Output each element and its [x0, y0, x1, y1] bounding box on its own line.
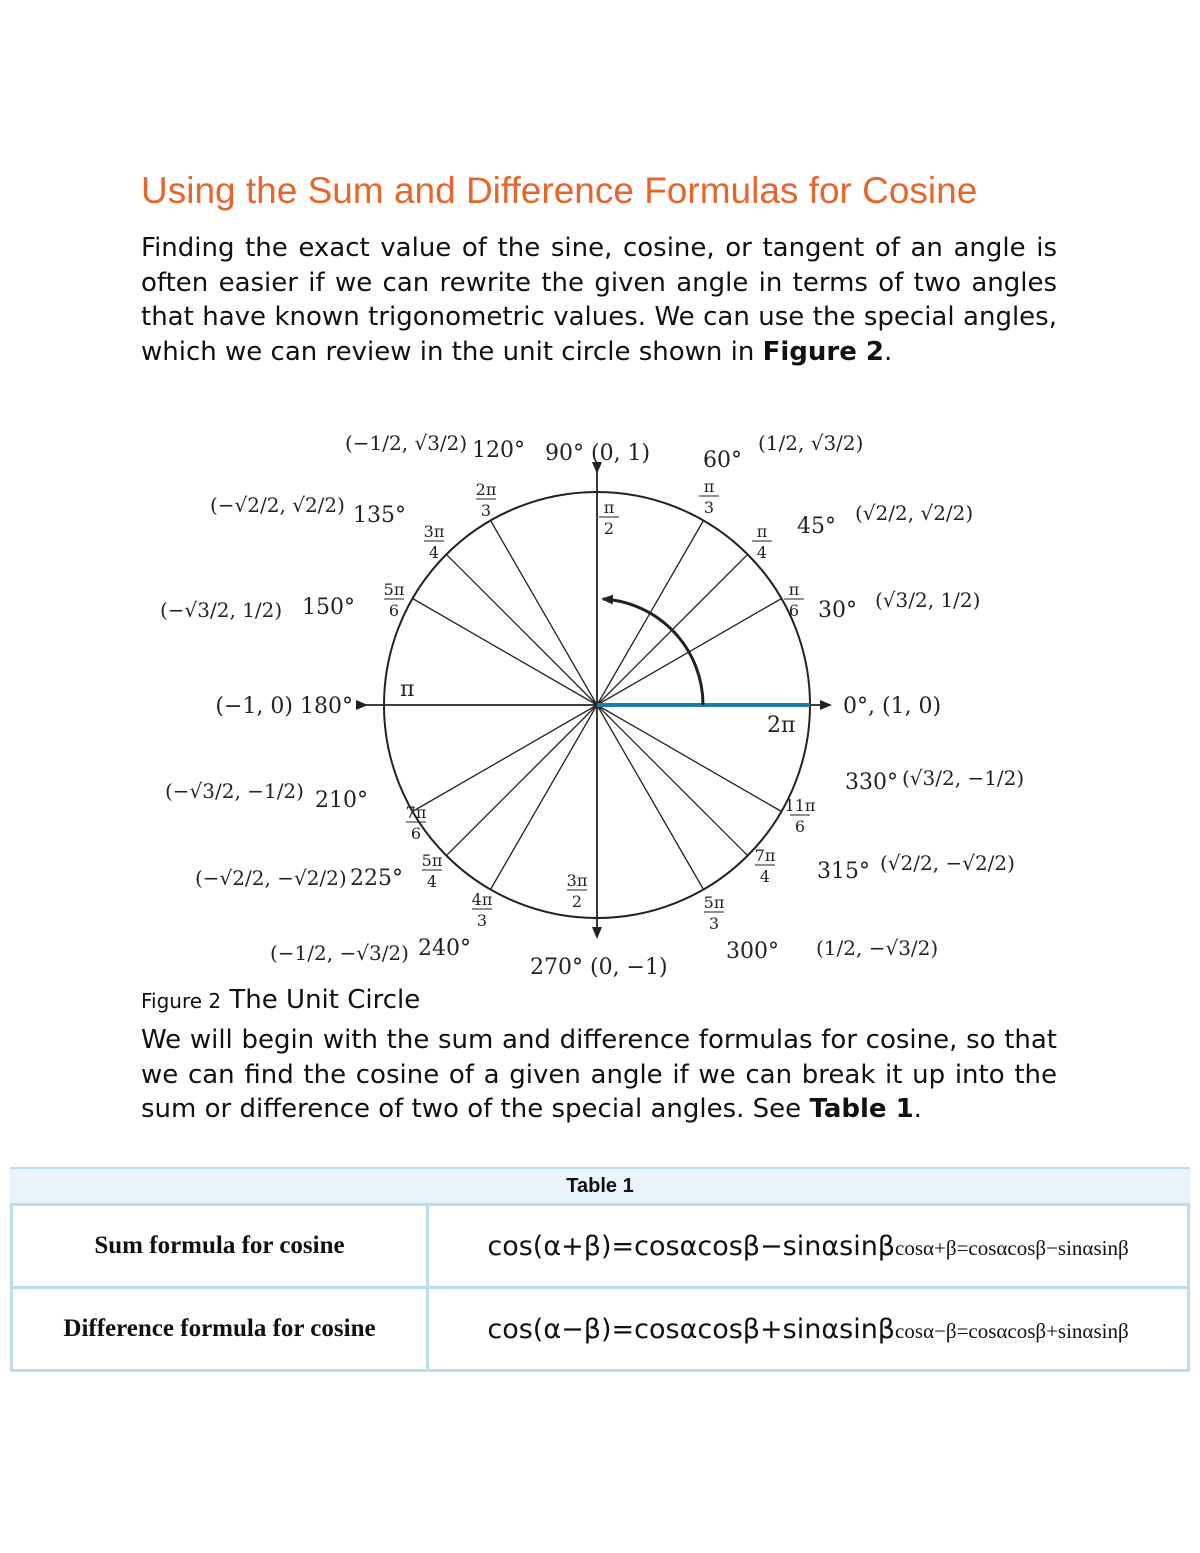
radian-numerator-r90: π [603, 498, 615, 517]
body-end: . [913, 1094, 922, 1124]
radian-numerator-r210: 7π [405, 803, 427, 822]
radian-denominator-r270: 2 [571, 892, 583, 911]
coordinate-label-coord30: (√3/2, 1/2) [875, 588, 981, 612]
radius-line-210 [413, 705, 598, 812]
body-text: We will begin with the sum and difference formulas for cosine, so that we can find the cosine of a given angle if we can break it up into the sum or difference of two of the special angles. See [141, 1025, 1057, 1124]
radian-numerator-r45: π [756, 522, 768, 541]
row-label: Sum formula for cosine [12, 1205, 428, 1288]
figure-reference[interactable]: Figure 2 [762, 336, 885, 367]
radian-numerator-r300: 5π [703, 893, 725, 912]
radian-numerator-r315: 7π [754, 846, 776, 865]
radian-label-two-pi: 2π [767, 713, 796, 738]
angle-label-deg30: 30° [818, 598, 857, 623]
intro-end: . [884, 336, 893, 367]
radius-line-135 [446, 554, 597, 705]
coordinate-label-coord330: (√3/2, −1/2) [902, 766, 1025, 790]
formula-table [10, 1167, 1190, 1372]
coordinate-label-coord135: (−√2/2, √2/2) [210, 493, 345, 517]
unit-circle-figure [150, 400, 1030, 985]
formula-text: cos(α+β)=cosαcosβ−sinαsinβ [487, 1230, 896, 1262]
radian-denominator-r90: 2 [603, 519, 615, 538]
radius-line-150 [413, 599, 598, 706]
angle-label-deg120: 120° [472, 438, 525, 463]
angle-label-deg270: 270° (0, −1) [530, 955, 668, 980]
angle-label-deg90: 90° (0, 1) [545, 441, 651, 466]
radian-denominator-r210: 6 [410, 824, 422, 843]
radian-numerator-r60: π [703, 477, 715, 496]
angle-label-deg45: 45° [797, 514, 836, 539]
radian-numerator-r270: 3π [566, 871, 588, 890]
coordinate-label-coord150: (−√3/2, 1/2) [160, 598, 283, 622]
angle-label-deg150: 150° [302, 595, 355, 620]
radius-line-300 [597, 705, 704, 890]
table-caption: Table 1 [10, 1167, 1190, 1203]
figure-caption [141, 985, 420, 1015]
intro-text: Finding the exact value of the sine, cosine, or tangent of an angle is often easier if we can rewrite the given angle in terms of two angles that have known trigonometric values. We can use the special angles, which we can review in the unit circle shown in [141, 233, 1057, 367]
radian-denominator-r60: 3 [703, 498, 715, 517]
coordinate-label-coord225: (−√2/2, −√2/2) [195, 866, 347, 890]
angle-label-deg240: 240° [418, 936, 471, 961]
radian-denominator-r300: 3 [708, 914, 720, 933]
radian-numerator-r240: 4π [471, 890, 493, 909]
radian-denominator-r135: 4 [428, 543, 440, 562]
formula-text: cos(α−β)=cosαcosβ+sinαsinβ [487, 1313, 896, 1345]
angle-label-deg0: 0°, (1, 0) [843, 694, 942, 719]
section-title: Using the Sum and Difference Formulas for Cosine [141, 170, 978, 211]
table-row [12, 1205, 1189, 1288]
radian-denominator-r225: 4 [426, 872, 438, 891]
radian-numerator-r225: 5π [421, 851, 443, 870]
radian-numerator-r330: 11π [784, 796, 816, 815]
radian-label-pi: π [400, 677, 415, 702]
coordinate-label-coord45: (√2/2, √2/2) [855, 501, 974, 525]
radian-numerator-r150: 5π [383, 580, 405, 599]
radian-numerator-r30: π [788, 580, 800, 599]
coordinate-label-coord300: (1/2, −√3/2) [816, 936, 939, 960]
radian-numerator-r135: 3π [423, 522, 445, 541]
radian-denominator-r120: 3 [480, 501, 492, 520]
row-label: Difference formula for cosine [12, 1288, 428, 1371]
angle-label-deg180: (−1, 0) 180° [215, 694, 353, 719]
radius-line-240 [491, 705, 598, 890]
radian-denominator-r240: 3 [476, 911, 488, 930]
formula-cell [428, 1288, 1189, 1371]
formula-cell [428, 1205, 1189, 1288]
radius-line-315 [597, 705, 748, 856]
table-reference[interactable]: Table 1 [809, 1094, 914, 1124]
radian-denominator-r30: 6 [788, 601, 800, 620]
radian-numerator-r120: 2π [475, 480, 497, 499]
angle-label-deg225: 225° [350, 866, 403, 891]
figure-caption-text: The Unit Circle [229, 985, 421, 1015]
body-paragraph [141, 1023, 1057, 1127]
formula-alt-text: cosα−β=cosαcosβ+sinαsinβ [895, 1318, 1129, 1343]
angle-label-deg315: 315° [817, 859, 870, 884]
angle-label-deg300: 300° [726, 939, 779, 964]
radian-denominator-r330: 6 [794, 817, 806, 836]
radius-line-330 [597, 705, 782, 812]
angle-label-deg60: 60° [703, 448, 742, 473]
coordinate-label-coord60: (1/2, √3/2) [758, 431, 864, 455]
intro-paragraph [141, 231, 1057, 369]
coordinate-label-coord240: (−1/2, −√3/2) [270, 941, 409, 965]
table-row [12, 1288, 1189, 1371]
formula-alt-text: cosα+β=cosαcosβ−sinαsinβ [895, 1235, 1129, 1260]
angle-label-deg135: 135° [353, 503, 406, 528]
coordinate-label-coord210: (−√3/2, −1/2) [165, 779, 304, 803]
angle-label-deg210: 210° [315, 788, 368, 813]
figure-number: Figure 2 [141, 989, 222, 1013]
coordinate-label-coord315: (√2/2, −√2/2) [880, 851, 1015, 875]
coordinate-label-coord120: (−1/2, √3/2) [345, 431, 468, 455]
angle-label-deg330: 330° [845, 770, 898, 795]
radius-line-225 [446, 705, 597, 856]
radian-denominator-r315: 4 [759, 867, 771, 886]
radius-line-120 [491, 521, 598, 706]
radian-denominator-r45: 4 [756, 543, 768, 562]
radian-denominator-r150: 6 [388, 601, 400, 620]
